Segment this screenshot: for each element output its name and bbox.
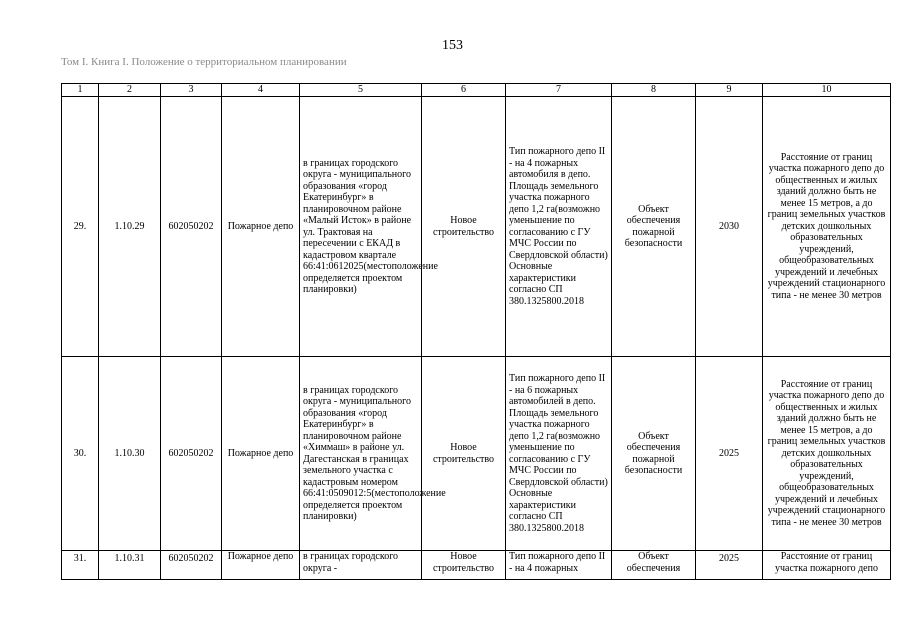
column-header: 2 <box>99 84 161 97</box>
row-number: 29. <box>62 97 99 357</box>
object-characteristics: Тип пожарного депо II - на 4 пожарных автомобиля в депо. Площадь земельного участка пожарного депо 1,2 га(возможно уменьшение по согласованию с ГУ МЧС России по Свердловской области) Основные характеристики согласно СП 380.1325800.2018 <box>506 97 612 357</box>
table-row <box>62 97 891 357</box>
running-title: Том I. Книга I. Положение о территориальном планировании <box>61 56 347 68</box>
object-status <box>422 551 506 580</box>
object-code: 1.10.30 <box>99 357 161 551</box>
object-year: 2030 <box>696 97 763 357</box>
table-row <box>62 551 891 580</box>
object-name: Пожарное депо <box>222 357 300 551</box>
type-code <box>161 551 222 580</box>
cell-text: 2025 <box>719 553 739 564</box>
object-name: Пожарное депо <box>222 97 300 357</box>
object-location <box>300 551 422 580</box>
type-code: 602050202 <box>161 357 222 551</box>
cell-text: 602050202 <box>168 553 214 564</box>
column-header: 7 <box>506 84 612 97</box>
register-table <box>61 83 891 580</box>
column-header: 5 <box>300 84 422 97</box>
object-location: в границах городского округа - муниципального образования «город Екатеринбург» в планировочном районе «Химмаш» в районе ул. Дагестанская в границах земельного участка с кадастровым номером 66:41:0509012:5(местоположение определяется проектом планировки) <box>300 357 422 551</box>
object-purpose: Объект обеспечения пожарной безопасности <box>612 97 696 357</box>
type-code: 602050202 <box>161 97 222 357</box>
cell-text: Новое строительство <box>432 551 495 574</box>
column-number-row <box>62 84 891 97</box>
cell-text: в границах городского округа - <box>303 551 399 574</box>
object-status: Новое строительство <box>422 357 506 551</box>
page-number: 153 <box>442 38 463 53</box>
cell-text: Расстояние от границ участка пожарного депо <box>775 551 878 574</box>
restriction-zones: Расстояние от границ участка пожарного депо до общественных и жилых зданий должно быть не менее 15 метров, а до границ земельных участков детских дошкольных образовательных учреждений, общеобразовательных учреждений и лечебных учреждений стационарного типа - не менее 30 метров <box>763 357 891 551</box>
column-header: 1 <box>62 84 99 97</box>
restriction-zones: Расстояние от границ участка пожарного депо до общественных и жилых зданий должно быть не менее 15 метров, а до границ земельных участков детских дошкольных образовательных учреждений, общеобразовательных учреждений и лечебных учреждений стационарного типа - не менее 30 метров <box>763 97 891 357</box>
object-characteristics: Тип пожарного депо II - на 6 пожарных автомобилей в депо. Площадь земельного участка пожарного депо 1,2 га(возможно уменьшение по согласованию с ГУ МЧС России по Свердловской области) Основные характеристики согласно СП 380.1325800.2018 <box>506 357 612 551</box>
cell-text: 31. <box>73 553 87 564</box>
column-header: 10 <box>763 84 891 97</box>
object-year <box>696 551 763 580</box>
cell-text: 1.10.31 <box>114 553 145 564</box>
cell-text: Объект обеспечения <box>626 551 681 574</box>
column-header: 8 <box>612 84 696 97</box>
object-location: в границах городского округа - муниципального образования «город Екатеринбург» в планировочном районе «Малый Исток» в районе ул. Трактовая на пересечении с ЕКАД в кадастровом квартале 66:41:0612025(местоположение определяется проектом планировки) <box>300 97 422 357</box>
object-code: 1.10.29 <box>99 97 161 357</box>
column-header: 4 <box>222 84 300 97</box>
row-number: 30. <box>62 357 99 551</box>
column-header: 3 <box>161 84 222 97</box>
cell-text: Тип пожарного депо II - на 4 пожарных <box>509 551 606 574</box>
column-header: 9 <box>696 84 763 97</box>
restriction-zones <box>763 551 891 580</box>
row-number <box>62 551 99 580</box>
object-year: 2025 <box>696 357 763 551</box>
cell-text: Пожарное депо <box>227 551 294 562</box>
object-purpose <box>612 551 696 580</box>
object-purpose: Объект обеспечения пожарной безопасности <box>612 357 696 551</box>
object-status: Новое строительство <box>422 97 506 357</box>
object-characteristics <box>506 551 612 580</box>
table-row <box>62 357 891 551</box>
object-name <box>222 551 300 580</box>
column-header: 6 <box>422 84 506 97</box>
object-code <box>99 551 161 580</box>
